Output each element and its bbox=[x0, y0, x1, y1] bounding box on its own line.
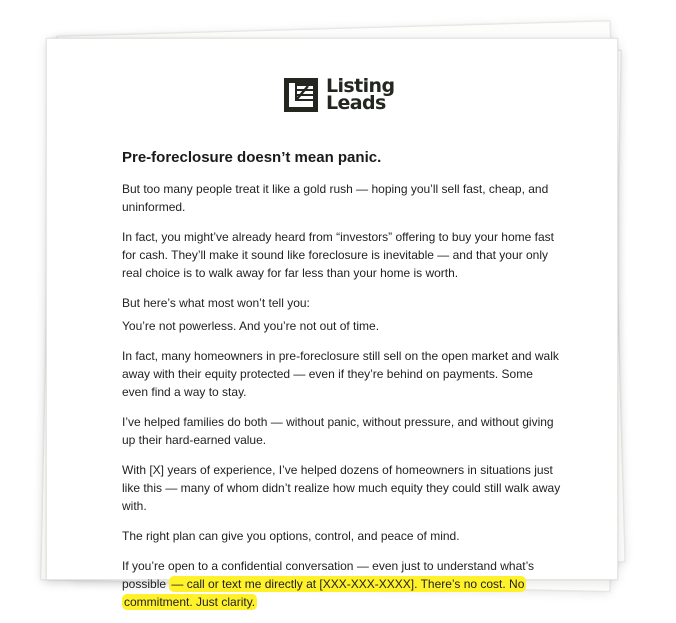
letter-page bbox=[46, 38, 618, 609]
paragraph-call-to-action bbox=[122, 557, 562, 611]
brand-wordmark-line2: Leads bbox=[326, 92, 386, 114]
paragraph-not-powerless: You’re not powerless. And you’re not out of time. bbox=[122, 319, 380, 333]
paragraph-experience: With [X] years of experience, I’ve helped dozens of homeowners in situations just like this — many of whom didn’t realize how much equity they could still walk away with. bbox=[122, 463, 561, 513]
paragraph-right-plan: The right plan can give you options, control, and peace of mind. bbox=[122, 529, 460, 543]
paragraph-investors: In fact, you might’ve already heard from “investors” offering to buy your home fast for cash. They’ll make it sound like foreclosure is inevitable — and that your only real choice is to walk away for far less than your home is worth. bbox=[122, 230, 554, 280]
paragraph-what-most-wont-tell: But here’s what most won’t tell you: bbox=[122, 296, 310, 310]
paragraph-helped-families: I’ve helped families do both — without panic, without pressure, and without giving up their hard-earned value. bbox=[122, 415, 554, 447]
brand-logo bbox=[284, 75, 395, 114]
paragraph-open-market: In fact, many homeowners in pre-foreclosure still sell on the open market and walk away with their equity protected — even if they’re behind on payments. Some even find a way to stay. bbox=[122, 349, 559, 399]
cta-lead-text: If you’re open to a confidential conversation — even just to understand what’s possible bbox=[122, 559, 535, 591]
paragraph-gold-rush: But too many people treat it like a gold rush — hoping you’ll sell fast, cheap, and uninformed. bbox=[122, 182, 549, 214]
letter-body bbox=[122, 149, 562, 623]
cta-highlighted-text: — call or text me directly at [XXX-XXX-XXXX]. There’s no cost. No commitment. Just clarity. bbox=[124, 577, 525, 609]
brand-wordmark-line1: Listing bbox=[326, 75, 395, 97]
listing-leads-logo-icon bbox=[284, 78, 318, 112]
brand-wordmark bbox=[326, 75, 395, 114]
letter-headline: Pre-foreclosure doesn’t mean panic. bbox=[122, 149, 382, 166]
